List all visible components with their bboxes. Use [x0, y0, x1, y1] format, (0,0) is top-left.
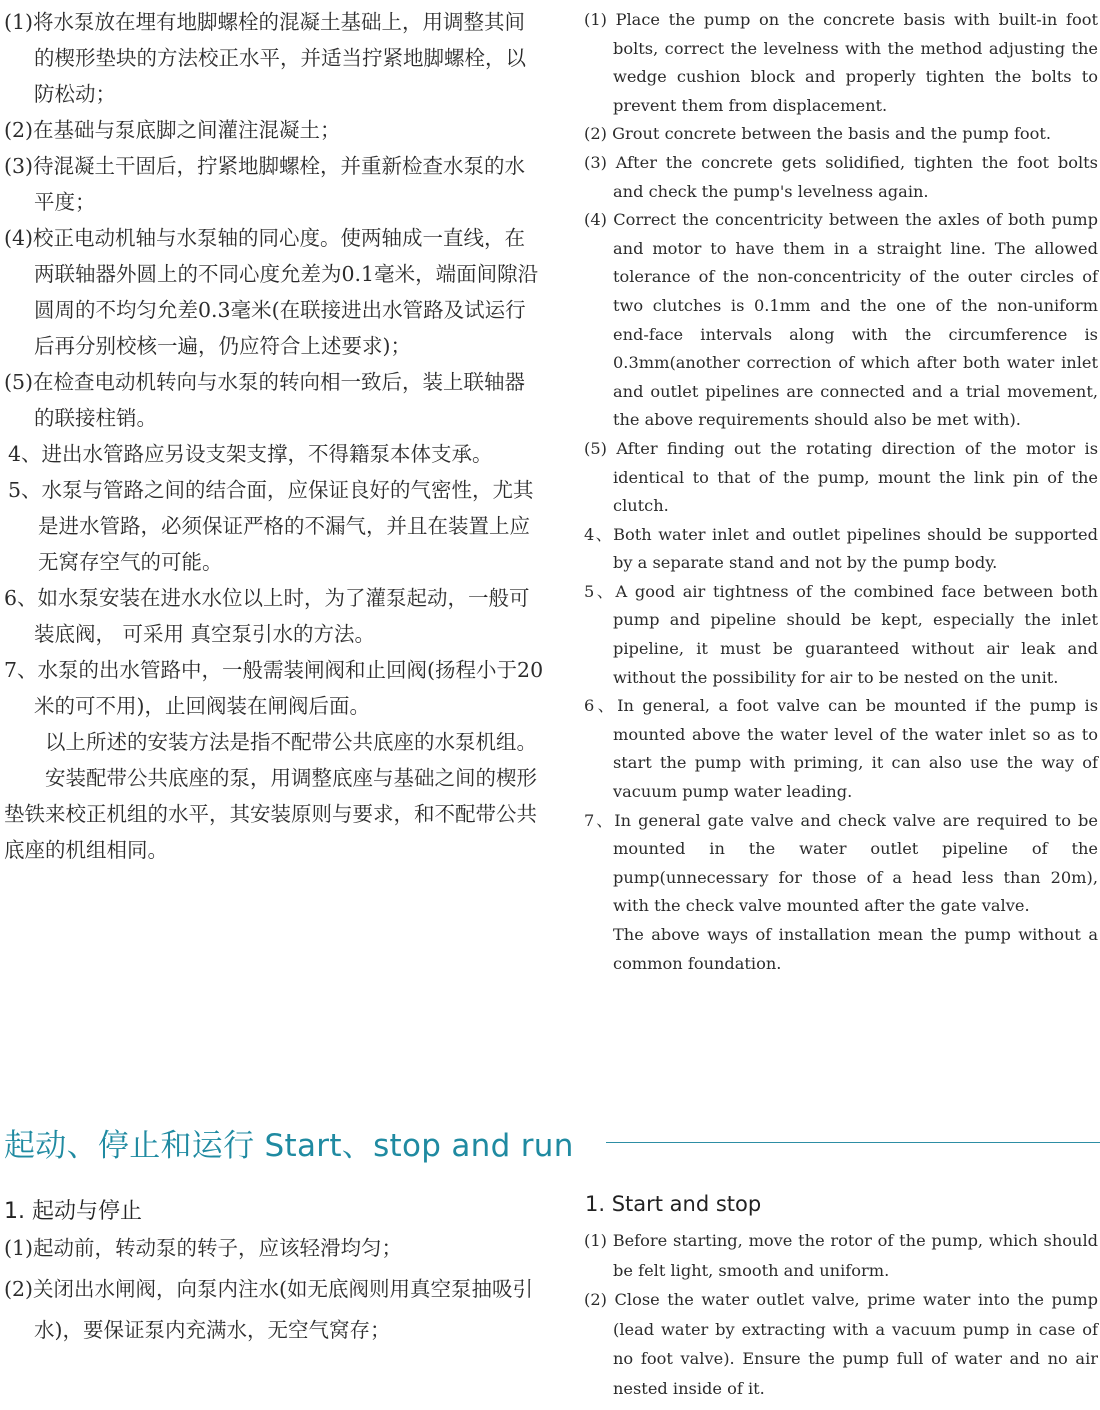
en-start-column — [584, 1226, 1098, 1404]
zh-install-point-5: 5、水泵与管路之间的结合面，应保证良好的气密性，尤其是进水管路，必须保证严格的不漏气，并且在装置上应无窝存空气的可能。 — [8, 478, 534, 574]
zh-install-point-6: 6、如水泵安装在进水水位以上时，为了灌泵起动，一般可装底阀， 可采用 真空泵引水的方法。 — [4, 586, 530, 646]
zh-install-column — [4, 4, 544, 868]
en-install-item-5: (5) After finding out the rotating direction of the motor is identical to that of the pump, mount the link pin of the clutch. — [584, 438, 1098, 516]
section-heading — [4, 1120, 1100, 1168]
en-install-item-4: (4) Correct the concentricity between the axles of both pump and motor to have them in a straight line. The allowed tolerance of the non-concentricity of the outer circles of two clutches is 0.1mm and the one of the non-uniform end-face intervals along with the circumference is 0.3mm(another correction of which after both water inlet and outlet pipelines are connected and a trial movement, the above requirements should also be met with). — [584, 210, 1098, 430]
section-title: 起动、停止和运行 Start、stop and run — [4, 1128, 574, 1164]
en-install-point-5: 5、A good air tightness of the combined face between both pump and pipeline should be kept, especially the inlet pipeline, it must be guaranteed without air leak and without the possibility for air to be nested on the unit. — [584, 581, 1098, 687]
zh-start-item-1: (1)起动前，转动泵的转子，应该轻滑均匀； — [4, 1236, 403, 1260]
en-install-item-2: (2) Grout concrete between the basis and the pump foot. — [584, 124, 1052, 144]
zh-install-item-4: (4)校正电动机轴与水泵轴的同心度。使两轴成一直线，在两联轴器外圆上的不同心度允差为0.1毫米，端面间隙沿圆周的不均匀允差0.3毫米(在联接进出水管路及试运行后再分别校核一遍，仍应符合上述要求)； — [4, 226, 539, 358]
en-install-point-7: 7、In general gate valve and check valve are required to be mounted in the water outlet pipeline of the pump(unnecessary for those of a head less than 20m), with the check valve mounted after the gate valve. — [584, 810, 1098, 916]
subsection-title-zh: 1. 起动与停止 — [4, 1199, 142, 1224]
en-install-note: The above ways of installation mean the pump without a common foundation. — [613, 925, 1098, 973]
zh-install-item-2: (2)在基础与泵底脚之间灌注混凝土； — [4, 118, 341, 142]
en-start-item-1: (1) Before starting, move the rotor of the pump, which should be felt light, smooth and uniform. — [584, 1231, 1098, 1280]
en-install-point-6: 6、In general, a foot valve can be mounted if the pump is mounted above the water level of the water inlet so as to start the pump with priming, it can also use the way of vacuum pump water leading. — [584, 696, 1098, 802]
en-install-column — [584, 6, 1098, 978]
en-install-item-1: (1) Place the pump on the concrete basis with built-in foot bolts, correct the levelness with the method adjusting the wedge cushion block and properly tighten the bolts to prevent them from displacement. — [584, 10, 1098, 115]
zh-install-note-1: 以上所述的安装方法是指不配带公共底座的水泵机组。 — [45, 730, 537, 754]
zh-install-item-3: (3)待混凝土干固后，拧紧地脚螺栓，并重新检查水泵的水平度； — [4, 154, 526, 214]
zh-install-note-2: 安装配带公共底座的泵，用调整底座与基础之间的楔形垫铁来校正机组的水平，其安装原则与要求，和不配带公共底座的机组相同。 — [4, 766, 537, 862]
zh-install-point-4: 4、进出水管路应另设支架支撑，不得籍泵本体支承。 — [8, 442, 493, 466]
zh-install-item-1: (1)将水泵放在埋有地脚螺栓的混凝土基础上，用调整其间的楔形垫块的方法校正水平，并适当拧紧地脚螺栓，以防松动； — [4, 10, 526, 106]
zh-install-item-5: (5)在检查电动机转向与水泵的转向相一致后，装上联轴器的联接柱销。 — [4, 370, 526, 430]
zh-install-point-7: 7、水泵的出水管路中，一般需装闸阀和止回阀(扬程小于20米的可不用)，止回阀装在闸阀后面。 — [4, 658, 544, 718]
en-install-item-3: (3) After the concrete gets solidified, tighten the foot bolts and check the pump's levelness again. — [584, 152, 1098, 201]
zh-start-column — [4, 1228, 544, 1351]
section-divider — [606, 1142, 1100, 1143]
en-start-item-2: (2) Close the water outlet valve, prime water into the pump (lead water by extracting with a vacuum pump in case of no foot valve). Ensure the pump full of water and no air nested inside of it. — [584, 1290, 1098, 1398]
en-install-point-4: 4、Both water inlet and outlet pipelines should be supported by a separate stand and not by the pump body. — [584, 524, 1098, 573]
zh-start-item-2: (2)关闭出水闸阀，向泵内注水(如无底阀则用真空泵抽吸引水)，要保证泵内充满水，无空气窝存； — [4, 1277, 534, 1342]
subsection-title-en: 1. Start and stop — [585, 1192, 762, 1216]
